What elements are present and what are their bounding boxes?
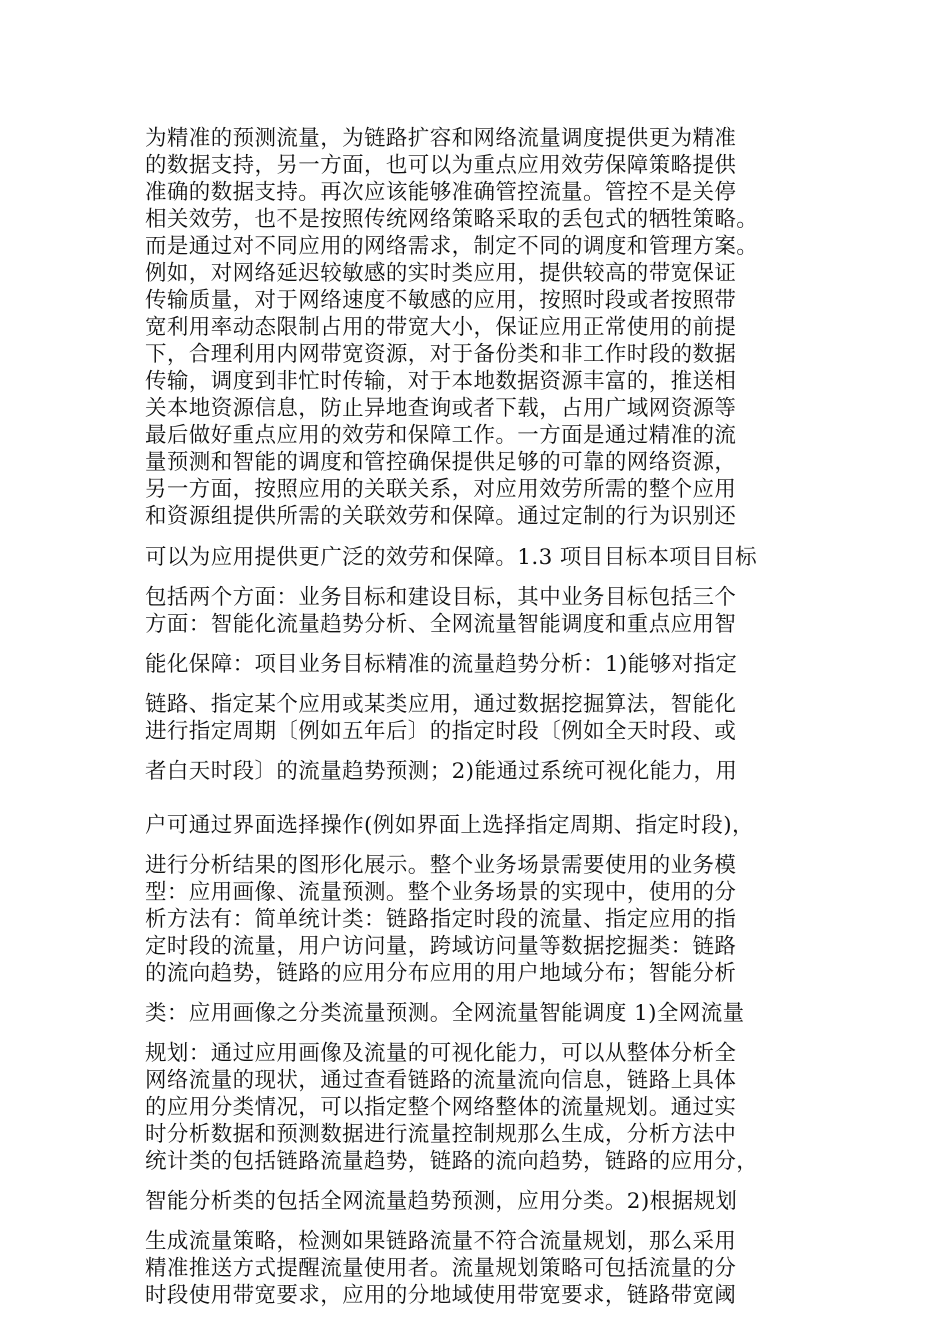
text-line: 相关效劳，也不是按照传统网络策略采取的丢包式的牺牲策略。 <box>145 207 759 232</box>
text-line: 另一方面，按照应用的关联关系，对应用效劳所需的整个应用 <box>145 477 737 502</box>
text-line: 析方法有：简单统计类：链路指定时段的流量、指定应用的指 <box>145 907 737 932</box>
text-line: 下，合理利用内网带宽资源，对于备份类和非工作时段的数据 <box>145 342 737 367</box>
text-line: 的数据支持，另一方面，也可以为重点应用效劳保障策略提供 <box>145 153 737 178</box>
text-line: 宽利用率动态限制占用的带宽大小，保证应用正常使用的前提 <box>145 315 737 340</box>
text-line: 时分析数据和预测数据进行流量控制规那么生成，分析方法中 <box>145 1122 737 1147</box>
text-line: 的流向趋势，链路的应用分布应用的用户地域分布；智能分析 <box>145 961 737 986</box>
text-line: 统计类的包括链路流量趋势，链路的流向趋势，链路的应用分， <box>145 1149 759 1174</box>
text-line: 户可通过界面选择操作(例如界面上选择指定周期、指定时段)， <box>145 813 754 838</box>
text-line: 时段使用带宽要求，应用的分地域使用带宽要求，链路带宽阈 <box>145 1283 737 1308</box>
text-line: 链路、指定某个应用或某类应用，通过数据挖掘算法，智能化 <box>145 692 737 717</box>
text-line: 包括两个方面：业务目标和建设目标，其中业务目标包括三个 <box>145 585 737 610</box>
text-line: 最后做好重点应用的效劳和保障工作。一方面是通过精准的流 <box>145 423 737 448</box>
text-line: 能化保障：项目业务目标精准的流量趋势分析：1)能够对指定 <box>145 652 738 677</box>
text-line: 传输，调度到非忙时传输，对于本地数据资源丰富的，推送相 <box>145 369 737 394</box>
text-line: 类：应用画像之分类流量预测。全网流量智能调度 1)全网流量 <box>145 1001 745 1026</box>
text-line: 进行分析结果的图形化展示。整个业务场景需要使用的业务模 <box>145 853 737 878</box>
text-line: 可以为应用提供更广泛的效劳和保障。1.3 项目目标本项目目标 <box>145 545 758 570</box>
text-line: 定时段的流量，用户访问量，跨域访问量等数据挖掘类：链路 <box>145 934 737 959</box>
text-line: 生成流量策略，检测如果链路流量不符合流量规划，那么采用 <box>145 1229 737 1254</box>
text-line: 和资源组提供所需的关联效劳和保障。通过定制的行为识别还 <box>145 504 737 529</box>
text-line: 方面：智能化流量趋势分析、全网流量智能调度和重点应用智 <box>145 612 737 637</box>
text-line: 准确的数据支持。再次应该能够准确管控流量。管控不是关停 <box>145 180 737 205</box>
text-line: 型：应用画像、流量预测。整个业务场景的实现中，使用的分 <box>145 880 737 905</box>
text-line: 精准推送方式提醒流量使用者。流量规划策略可包括流量的分 <box>145 1256 737 1281</box>
text-line: 传输质量，对于网络速度不敏感的应用，按照时段或者按照带 <box>145 288 737 313</box>
text-line: 为精准的预测流量，为链路扩容和网络流量调度提供更为精准 <box>145 126 737 151</box>
text-line: 智能分析类的包括全网流量趋势预测，应用分类。2)根据规划 <box>145 1189 738 1214</box>
text-line: 进行指定周期〔例如五年后〕的指定时段〔例如全天时段、或 <box>145 719 737 744</box>
text-line: 量预测和智能的调度和管控确保提供足够的可靠的网络资源， <box>145 450 737 475</box>
text-line: 规划：通过应用画像及流量的可视化能力，可以从整体分析全 <box>145 1041 737 1066</box>
text-line: 例如，对网络延迟较敏感的实时类应用，提供较高的带宽保证 <box>145 261 737 286</box>
text-line: 关本地资源信息，防止异地查询或者下载，占用广域网资源等 <box>145 396 737 421</box>
text-line: 的应用分类情况，可以指定整个网络整体的流量规划。通过实 <box>145 1095 737 1120</box>
text-line: 网络流量的现状，通过查看链路的流量流向信息，链路上具体 <box>145 1068 737 1093</box>
text-line: 者白天时段〕的流量趋势预测；2)能通过系统可视化能力，用 <box>145 759 738 784</box>
text-line: 而是通过对不同应用的网络需求，制定不同的调度和管理方案。 <box>145 234 759 259</box>
